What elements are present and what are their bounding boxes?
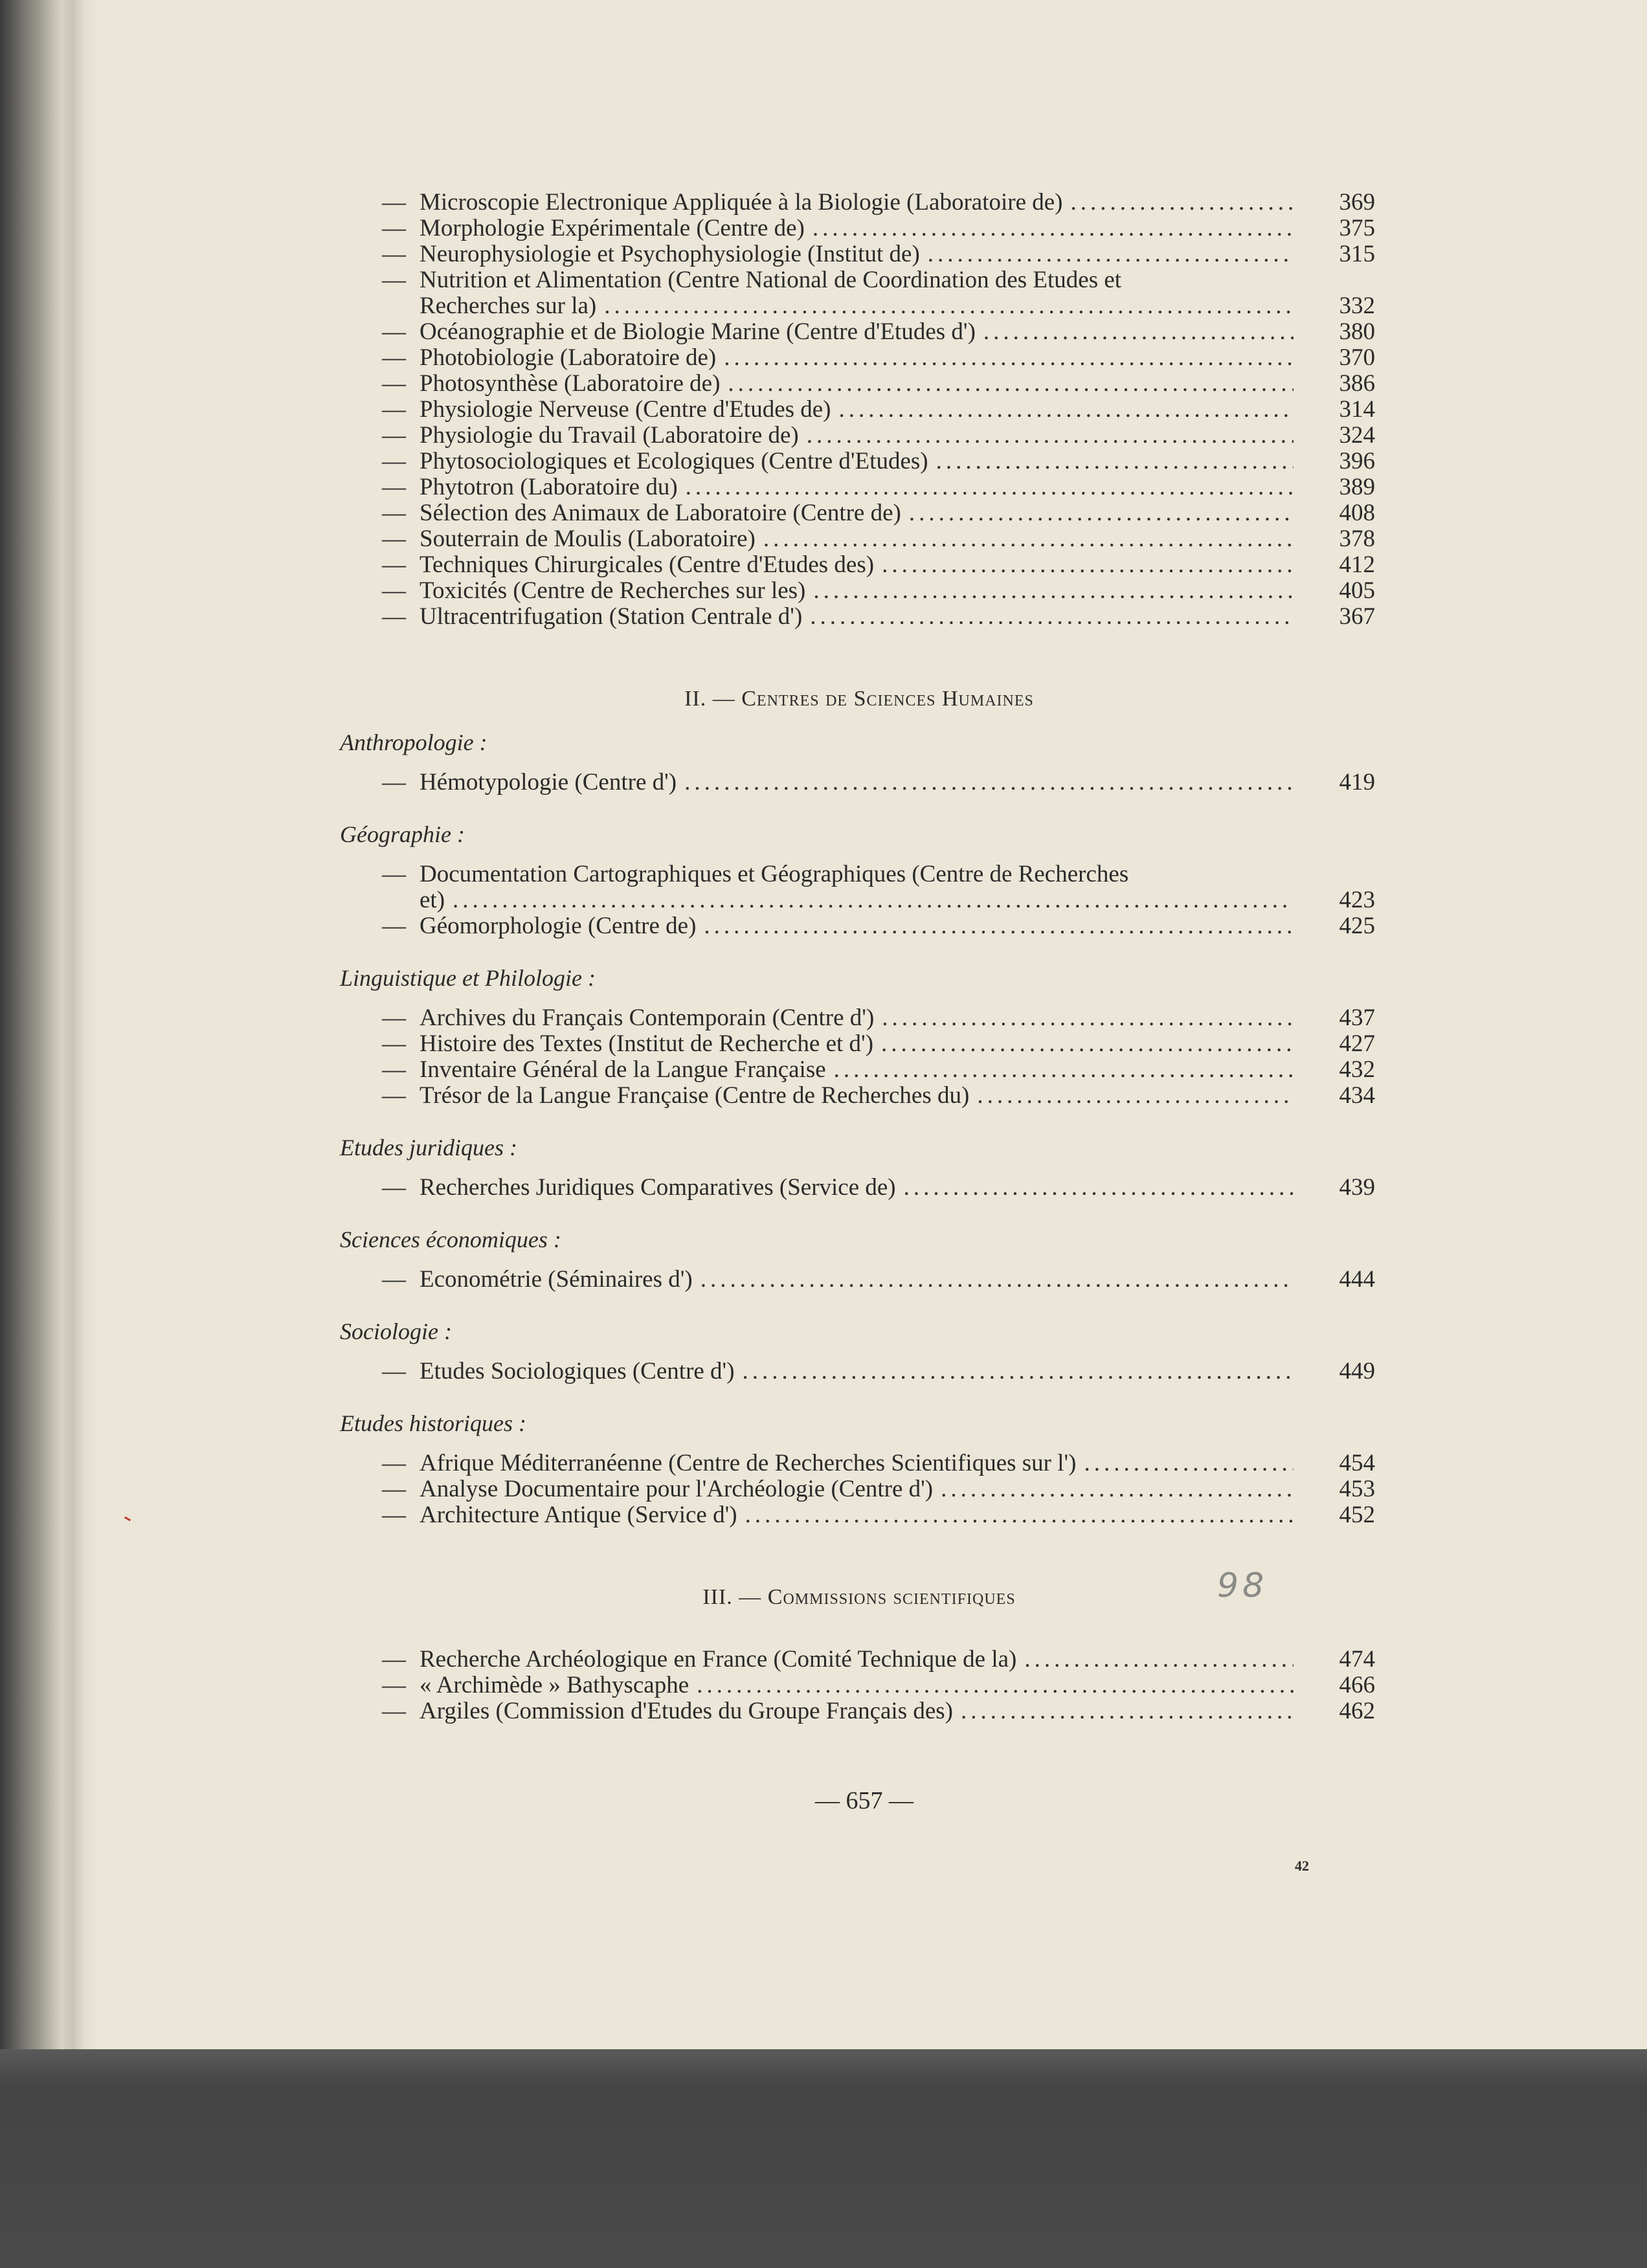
toc-entry [382,1476,1375,1502]
toc-entry [382,216,1375,241]
page-number: — 657 — [815,1787,913,1814]
entry-dash: — [382,551,406,578]
entry-title: Ultracentrifugation (Station Centrale d') [420,603,803,630]
entry-dash: — [382,370,406,397]
dot-leader [881,1031,1294,1057]
dot-leader [936,449,1294,474]
toc-entry [382,319,1375,345]
dot-leader [941,1476,1294,1502]
entry-dash: — [382,769,406,795]
entry-dash: — [382,500,406,526]
toc-entry [382,913,1375,939]
entry-dash: — [382,913,406,939]
entry-page-number: 452 [1339,1502,1375,1528]
dot-leader [686,474,1294,500]
toc-entry [382,862,1375,887]
entry-title: Phytotron (Laboratoire du) [420,474,678,500]
entry-title: Microscopie Electronique Appliquée à la Biologie (Laboratoire de) [420,189,1063,216]
entry-page-number: 370 [1339,344,1375,371]
entry-title: Physiologie Nerveuse (Centre d'Etudes de) [420,396,831,423]
dot-leader [812,216,1294,241]
dot-leader [604,293,1294,319]
entry-page-number: 369 [1339,189,1375,216]
entry-dash: — [382,422,406,449]
dot-leader [983,319,1294,345]
entry-title: Nutrition et Alimentation (Centre National de Coordination des Etudes et [420,267,1122,293]
entry-title: Toxicités (Centre de Recherches sur les) [420,577,806,604]
dot-leader [909,500,1294,526]
toc-entry [382,1502,1375,1528]
entry-title: Morphologie Expérimentale (Centre de) [420,215,805,241]
entry-page-number: 474 [1339,1646,1375,1673]
toc-entry [382,397,1375,423]
entry-page-number: 444 [1339,1266,1375,1293]
entry-page-number: 425 [1339,913,1375,939]
entry-dash: — [382,1646,406,1673]
entry-title: Souterrain de Moulis (Laboratoire) [420,526,756,552]
dot-leader [807,423,1294,449]
dot-leader [882,1005,1294,1031]
toc-entry [382,1673,1375,1698]
dot-leader [728,371,1294,397]
entry-page-number: 386 [1339,370,1375,397]
toc-entry [382,1175,1375,1201]
entry-page-number: 423 [1339,887,1375,913]
dot-leader [1071,190,1294,216]
toc-entry [382,345,1375,371]
entry-title: Photosynthèse (Laboratoire de) [420,370,721,397]
entry-title: Neurophysiologie et Psychophysiologie (Institut de) [420,241,920,267]
dot-leader [743,1359,1294,1384]
entry-dash: — [382,448,406,474]
toc-entry [382,1267,1375,1293]
entry-title-continued: et) [420,887,445,913]
entry-dash: — [382,526,406,552]
section-heading: II. — Centres de Sciences Humaines [684,687,1034,711]
dot-leader [882,552,1294,578]
toc-entry [382,552,1375,578]
entry-dash: — [382,1358,406,1384]
category-label: Etudes historiques : [340,1410,526,1436]
entry-title: Géomorphologie (Centre de) [420,913,697,939]
toc-entry [382,526,1375,552]
toc-entry-continuation [382,293,1375,319]
dot-leader [697,1673,1294,1698]
toc-entry [382,371,1375,397]
entry-page-number: 437 [1339,1005,1375,1031]
dot-leader [745,1502,1294,1528]
entry-title: Phytosociologiques et Ecologiques (Centre d'Etudes) [420,448,928,474]
dot-leader [763,526,1294,552]
table-of-contents [340,189,1375,1724]
category-label: Géographie : [340,821,465,847]
entry-title: Etudes Sociologiques (Centre d') [420,1358,735,1384]
dot-leader [904,1175,1294,1201]
entry-title: Techniques Chirurgicales (Centre d'Etudes des) [420,551,875,578]
dot-leader [1024,1647,1294,1673]
entry-page-number: 419 [1339,769,1375,795]
sheet-number: 42 [1295,1858,1309,1874]
entry-title: Afrique Méditerranéenne (Centre de Recherches Scientifiques sur l') [420,1450,1077,1476]
entry-page-number: 449 [1339,1358,1375,1384]
entry-dash: — [382,577,406,604]
entry-dash: — [382,318,406,345]
dot-leader [704,913,1294,939]
entry-title-continued: Recherches sur la) [420,293,597,319]
dot-leader [1084,1451,1294,1476]
entry-title: Archives du Français Contemporain (Centre d') [420,1005,875,1031]
scanner-background [0,2049,1647,2268]
toc-entry [382,1057,1375,1083]
entry-page-number: 427 [1339,1030,1375,1057]
dot-leader [928,241,1294,267]
entry-page-number: 324 [1339,422,1375,449]
toc-entry [382,500,1375,526]
entry-dash: — [382,1698,406,1724]
entry-dash: — [382,396,406,423]
dot-leader [834,1057,1294,1083]
toc-entry [382,1083,1375,1109]
entry-title: « Archimède » Bathyscaphe [420,1672,689,1698]
entry-title: Analyse Documentaire pour l'Archéologie (Centre d') [420,1476,934,1502]
entry-title: Physiologie du Travail (Laboratoire de) [420,422,799,449]
entry-title: Océanographie et de Biologie Marine (Centre d'Etudes d') [420,318,976,345]
entry-dash: — [382,603,406,630]
dot-leader [453,887,1294,913]
entry-dash: — [382,215,406,241]
toc-entry [382,267,1375,293]
entry-page-number: 434 [1339,1082,1375,1109]
entry-page-number: 405 [1339,577,1375,604]
entry-dash: — [382,241,406,267]
toc-entry [382,241,1375,267]
entry-dash: — [382,1174,406,1201]
toc-entry-continuation [382,887,1375,913]
dot-leader [810,604,1294,630]
toc-entry [382,1005,1375,1031]
entry-dash: — [382,267,406,293]
entry-page-number: 314 [1339,396,1375,423]
entry-dash: — [382,1056,406,1083]
entry-page-number: 332 [1339,293,1375,319]
entry-title: Econométrie (Séminaires d') [420,1266,693,1293]
toc-entry [382,423,1375,449]
entry-page-number: 378 [1339,526,1375,552]
dot-leader [724,345,1294,371]
entry-dash: — [382,1476,406,1502]
entry-page-number: 380 [1339,318,1375,345]
entry-title: Argiles (Commission d'Etudes du Groupe Français des) [420,1698,953,1724]
entry-page-number: 466 [1339,1672,1375,1698]
entry-page-number: 439 [1339,1174,1375,1201]
entry-dash: — [382,1450,406,1476]
category-label: Linguistique et Philologie : [340,965,596,991]
toc-entry [382,604,1375,630]
toc-entry [382,1647,1375,1673]
dot-leader [700,1267,1294,1293]
toc-entry [382,1698,1375,1724]
entry-page-number: 389 [1339,474,1375,500]
entry-page-number: 375 [1339,215,1375,241]
entry-title: Recherche Archéologique en France (Comité Technique de la) [420,1646,1017,1673]
entry-page-number: 412 [1339,551,1375,578]
entry-page-number: 315 [1339,241,1375,267]
entry-dash: — [382,189,406,216]
toc-entry [382,449,1375,474]
toc-entry [382,1031,1375,1057]
toc-entry [382,1359,1375,1384]
dot-leader [839,397,1294,423]
entry-dash: — [382,1030,406,1057]
entry-dash: — [382,344,406,371]
entry-dash: — [382,1082,406,1109]
entry-title: Histoire des Textes (Institut de Recherche et d') [420,1030,874,1057]
entry-page-number: 396 [1339,448,1375,474]
entry-page-number: 453 [1339,1476,1375,1502]
entry-page-number: 367 [1339,603,1375,630]
dot-leader [977,1083,1294,1109]
toc-entry [382,190,1375,216]
entry-dash: — [382,1502,406,1528]
entry-page-number: 462 [1339,1698,1375,1724]
entry-title: Sélection des Animaux de Laboratoire (Centre de) [420,500,901,526]
entry-dash: — [382,1672,406,1698]
entry-dash: — [382,1266,406,1293]
section-heading: III. — Commissions scientifiques [702,1585,1016,1609]
entry-title: Documentation Cartographiques et Géographiques (Centre de Recherches [420,861,1129,887]
dot-leader [961,1698,1294,1724]
entry-page-number: 454 [1339,1450,1375,1476]
toc-entry [382,474,1375,500]
entry-page-number: 432 [1339,1056,1375,1083]
pencil-annotation: 98 [1217,1566,1268,1605]
dot-leader [684,770,1294,795]
entry-title: Recherches Juridiques Comparatives (Service de) [420,1174,896,1201]
category-label: Sciences économiques : [340,1227,561,1252]
entry-dash: — [382,1005,406,1031]
entry-dash: — [382,474,406,500]
category-label: Sociologie : [340,1318,452,1344]
entry-page-number: 408 [1339,500,1375,526]
category-label: Anthropologie : [340,729,487,755]
toc-entry [382,770,1375,795]
entry-title: Photobiologie (Laboratoire de) [420,344,717,371]
dot-leader [813,578,1294,604]
entry-title: Hémotypologie (Centre d') [420,769,677,795]
toc-entry [382,1451,1375,1476]
entry-title: Inventaire Général de la Langue Française [420,1056,826,1083]
entry-title: Architecture Antique (Service d') [420,1502,737,1528]
entry-title: Trésor de la Langue Française (Centre de Recherches du) [420,1082,970,1109]
book-binding-edge [0,0,97,2049]
toc-entry [382,578,1375,604]
entry-dash: — [382,861,406,887]
category-label: Etudes juridiques : [340,1135,517,1161]
